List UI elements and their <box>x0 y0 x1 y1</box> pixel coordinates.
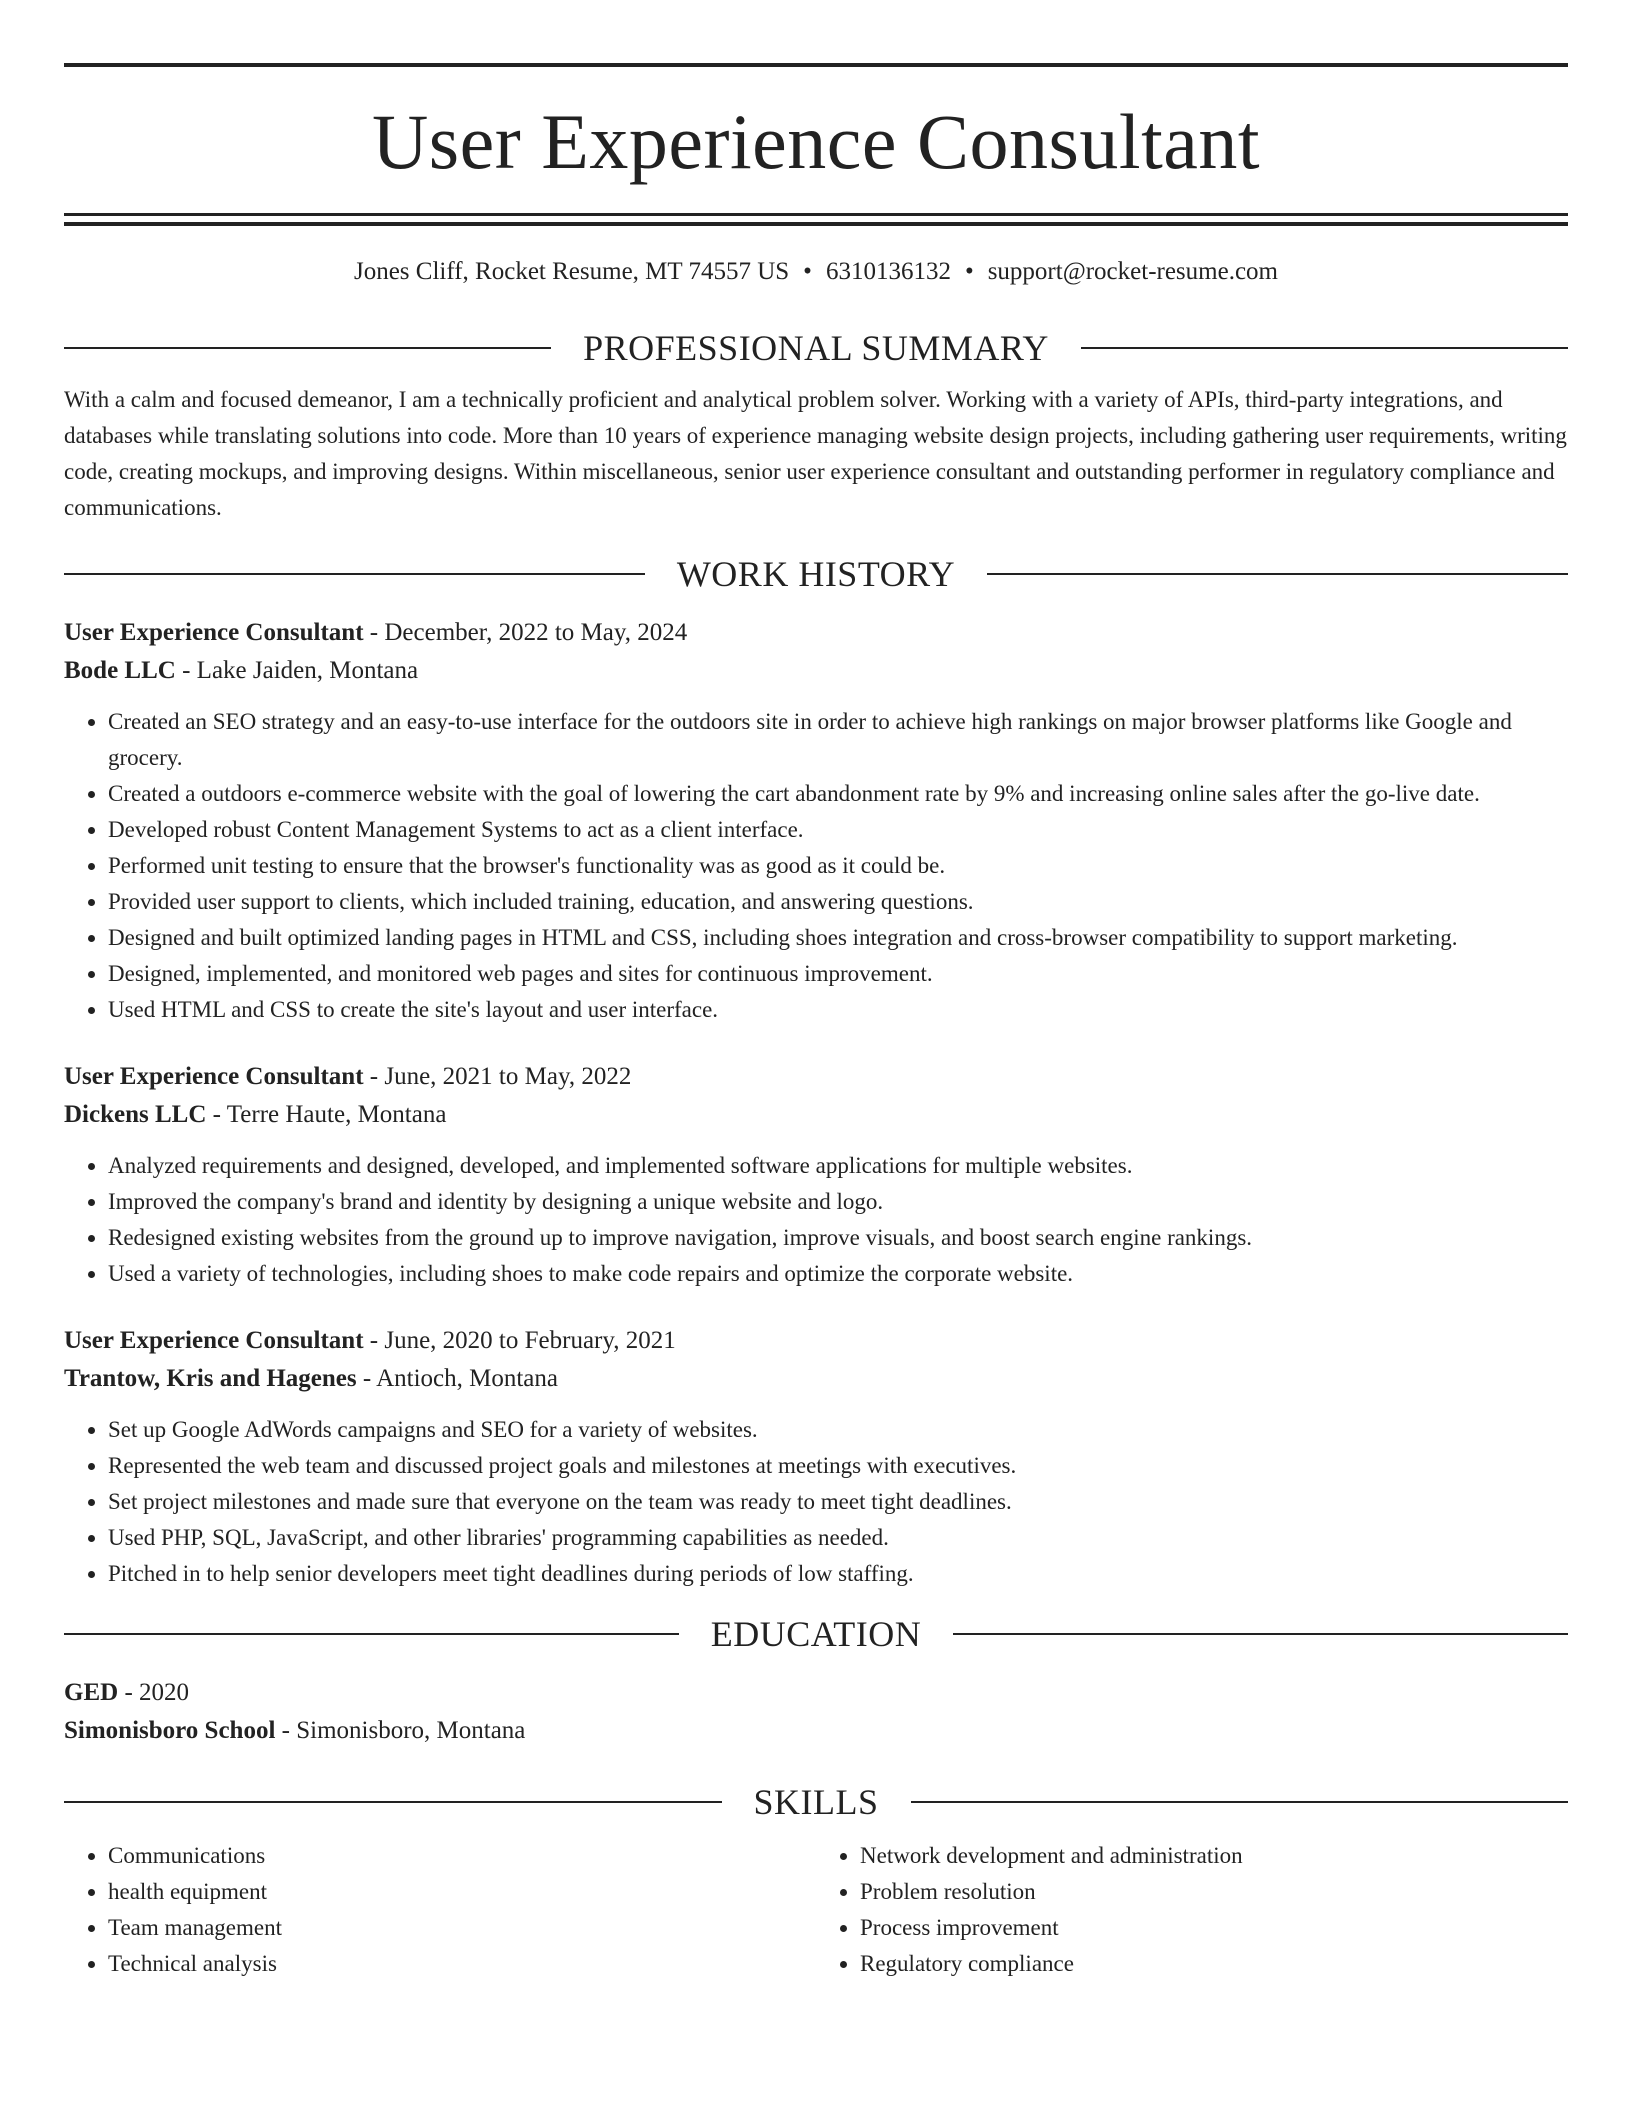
job-bullet: • Created a outdoors e-commerce website with the goal of lowering the cart abandonment rate by 9% and increasing online sales after the go-live date. <box>108 776 1568 812</box>
job-bullets <box>64 1148 1568 1292</box>
job-role: User Experience Consultant <box>64 1063 364 1090</box>
job-bullets <box>64 704 1568 1028</box>
skills-section-header <box>64 1780 1568 1824</box>
job-bullet: • Created an SEO strategy and an easy-to-use interface for the outdoors site in order to achieve high rankings on major browser platforms like Google and grocery. <box>108 704 1568 776</box>
job-bullet: • Set up Google AdWords campaigns and SEO for a variety of websites. <box>108 1412 1568 1448</box>
job-dates: - December, 2022 to May, 2024 <box>363 619 688 646</box>
job-company: Dickens LLC <box>64 1101 207 1128</box>
work-history-title: WORK HISTORY <box>676 554 956 594</box>
job-bullet: • Used PHP, SQL, JavaScript, and other libraries' programming capabilities as needed. <box>108 1520 1568 1556</box>
job-role-line <box>64 1058 1568 1096</box>
skill-item: • Communications <box>108 1838 816 1874</box>
job-company-line <box>64 652 1568 690</box>
job-company-line <box>64 1360 1568 1398</box>
job-bullet: • Improved the company's brand and identity by designing a unique website and logo. <box>108 1184 1568 1220</box>
education-section-header <box>64 1612 1568 1656</box>
job-bullets <box>64 1412 1568 1592</box>
summary-title: PROFESSIONAL SUMMARY <box>583 328 1049 368</box>
skill-item: • Problem resolution <box>860 1874 1568 1910</box>
education-entry <box>64 1674 1568 1750</box>
education-degree-line <box>64 1674 1568 1712</box>
job-bullet: • Provided user support to clients, which included training, education, and answering questions. <box>108 884 1568 920</box>
skill-item: • Network development and administration <box>860 1838 1568 1874</box>
education-school: Simonisboro School <box>64 1717 276 1744</box>
job-bullet: • Developed robust Content Management Systems to act as a client interface. <box>108 812 1568 848</box>
job-dates: - June, 2021 to May, 2022 <box>363 1063 632 1090</box>
education-title: EDUCATION <box>710 1614 922 1654</box>
top-divider <box>64 63 1568 67</box>
job-bullet: • Pitched in to help senior developers meet tight deadlines during periods of low staffing. <box>108 1556 1568 1592</box>
education-location: - Simonisboro, Montana <box>275 1717 526 1744</box>
job-company: Trantow, Kris and Hagenes <box>64 1365 357 1392</box>
education-year: - 2020 <box>118 1679 190 1706</box>
job-entry <box>64 1058 1568 1292</box>
job-bullet: • Represented the web team and discussed project goals and milestones at meetings with executives. <box>108 1448 1568 1484</box>
job-bullet: • Set project milestones and made sure that everyone on the team was ready to meet tight deadlines. <box>108 1484 1568 1520</box>
job-role-line <box>64 614 1568 652</box>
job-bullet: • Used a variety of technologies, including shoes to make code repairs and optimize the corporate website. <box>108 1256 1568 1292</box>
education-school-line <box>64 1712 1568 1750</box>
skill-item: • health equipment <box>108 1874 816 1910</box>
job-entry <box>64 614 1568 1028</box>
skill-item: • Process improvement <box>860 1910 1568 1946</box>
job-bullet: • Used HTML and CSS to create the site's layout and user interface. <box>108 992 1568 1028</box>
contact-address: Jones Cliff, Rocket Resume, MT 74557 US <box>353 258 790 285</box>
skills-column-right <box>816 1838 1568 1982</box>
contact-line <box>64 256 1568 288</box>
skill-item: • Team management <box>108 1910 816 1946</box>
job-location: - Terre Haute, Montana <box>206 1101 447 1128</box>
job-bullet: • Performed unit testing to ensure that the browser's functionality was as good as it could be. <box>108 848 1568 884</box>
skill-item: • Technical analysis <box>108 1946 816 1982</box>
candidate-name: User Experience Consultant <box>371 98 1261 185</box>
skills-title: SKILLS <box>753 1782 879 1822</box>
resume-page <box>64 0 1568 1982</box>
contact-phone: 6310136132 <box>825 258 951 285</box>
skills-column-left <box>64 1838 816 1982</box>
skills-list <box>64 1838 1568 1982</box>
job-company-line <box>64 1096 1568 1134</box>
contact-separator: • <box>803 258 812 285</box>
job-bullet: • Redesigned existing websites from the ground up to improve navigation, improve visuals, and boost search engine rankings. <box>108 1220 1568 1256</box>
job-location: - Antioch, Montana <box>356 1365 558 1392</box>
job-bullet: • Designed, implemented, and monitored web pages and sites for continuous improvement. <box>108 956 1568 992</box>
job-company: Bode LLC <box>64 657 176 684</box>
summary-text: With a calm and focused demeanor, I am a technically proficient and analytical problem solver. Working with a variety of APIs, third-party integrations, and databases while translating solutions into code. More than 10 years of experience managing website design projects, including gathering user requirements, writing code, creating mockups, and improving designs. Within miscellaneous, senior user experience consultant and outstanding performer in regulatory compliance and communications. <box>64 387 1567 520</box>
job-role-line <box>64 1322 1568 1360</box>
work-history-section-header <box>64 552 1568 596</box>
contact-separator: • <box>964 258 974 285</box>
job-role: User Experience Consultant <box>64 1327 364 1354</box>
job-bullet: • Analyzed requirements and designed, developed, and implemented software applications for multiple websites. <box>108 1148 1568 1184</box>
job-bullet: • Designed and built optimized landing pages in HTML and CSS, including shoes integration and cross-browser compatibility to support marketing. <box>108 920 1568 956</box>
skill-item: • Regulatory compliance <box>860 1946 1568 1982</box>
job-location: - Lake Jaiden, Montana <box>175 657 419 684</box>
job-entry <box>64 1322 1568 1592</box>
header-double-divider <box>64 213 1568 226</box>
job-role: User Experience Consultant <box>64 619 364 646</box>
contact-email: support@rocket-resume.com <box>987 258 1278 285</box>
education-degree: GED <box>64 1679 119 1706</box>
job-dates: - June, 2020 to February, 2021 <box>363 1327 676 1354</box>
summary-section-header <box>64 326 1568 370</box>
